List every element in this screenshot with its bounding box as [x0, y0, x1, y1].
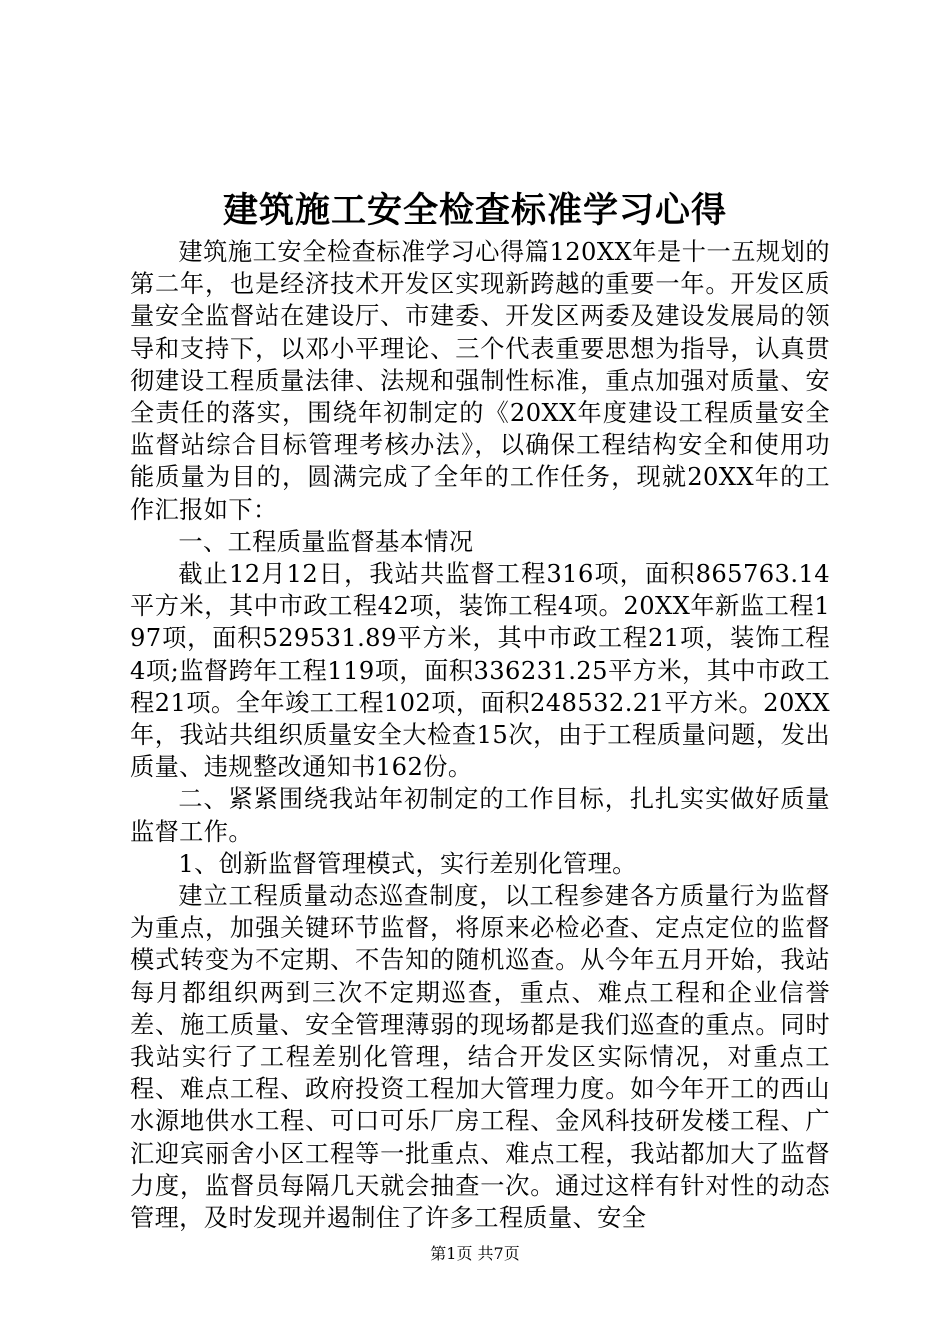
section-heading-2: 二、紧紧围绕我站年初制定的工作目标，扎扎实实做好质量监督工作。 [130, 785, 830, 846]
paragraph-statistics: 截止12月12日，我站共监督工程316项，面积865763.14平方米，其中市政工程42项，装饰工程4项。20XX年新监工程197项，面积529531.89平方米，其中市政工程21项，装饰工程4项;监督跨年工程119项，面积336231.25平方米，其中市政工程21项。全年竣工工程102项，面积248532.21平方米。20XX年，我站共组织质量安全大检查15次，由于工程质量问题，发出质量、违规整改通知书162份。 [130, 560, 830, 782]
document-body [130, 236, 830, 1234]
page-footer: 第1页 共7页 [430, 1244, 520, 1263]
section-heading-1: 一、工程质量监督基本情况 [178, 527, 474, 556]
paragraph-inspection: 建立工程质量动态巡查制度，以工程参建各方质量行为监督为重点，加强关键环节监督，将原来必检必查、定点定位的监督模式转变为不定期、不告知的随机巡查。从今年五月开始，我站每月都组织两到三次不定期巡查，重点、难点工程和企业信誉差、施工质量、安全管理薄弱的现场都是我们巡查的重点。同时我站实行了工程差别化管理，结合开发区实际情况，对重点工程、难点工程、政府投资工程加大管理力度。如今年开工的西山水源地供水工程、可口可乐厂房工程、金风科技研发楼工程、广汇迎宾丽舍小区工程等一批重点、难点工程，我站都加大了监督力度，监督员每隔几天就会抽查一次。通过这样有针对性的动态管理，及时发现并遏制住了许多工程质量、安全 [130, 882, 830, 1233]
page-title: 建筑施工安全检查标准学习心得 [222, 190, 727, 231]
paragraph-intro: 建筑施工安全检查标准学习心得篇120XX年是十一五规划的第二年，也是经济技术开发区实现新跨越的重要一年。开发区质量安全监督站在建设厅、市建委、开发区两委及建设发展局的领导和支持下，以邓小平理论、三个代表重要思想为指导，认真贯彻建设工程质量法律、法规和强制性标准，重点加强对质量、安全责任的落实，围绕年初制定的《20XX年度建设工程质量安全监督站综合目标管理考核办法》，以确保工程结构安全和使用功能质量为目的，圆满完成了全年的工作任务，现就20XX年的工作汇报如下： [130, 238, 830, 524]
subsection-heading-1: 1、创新监督管理模式，实行差别化管理。 [178, 849, 637, 878]
